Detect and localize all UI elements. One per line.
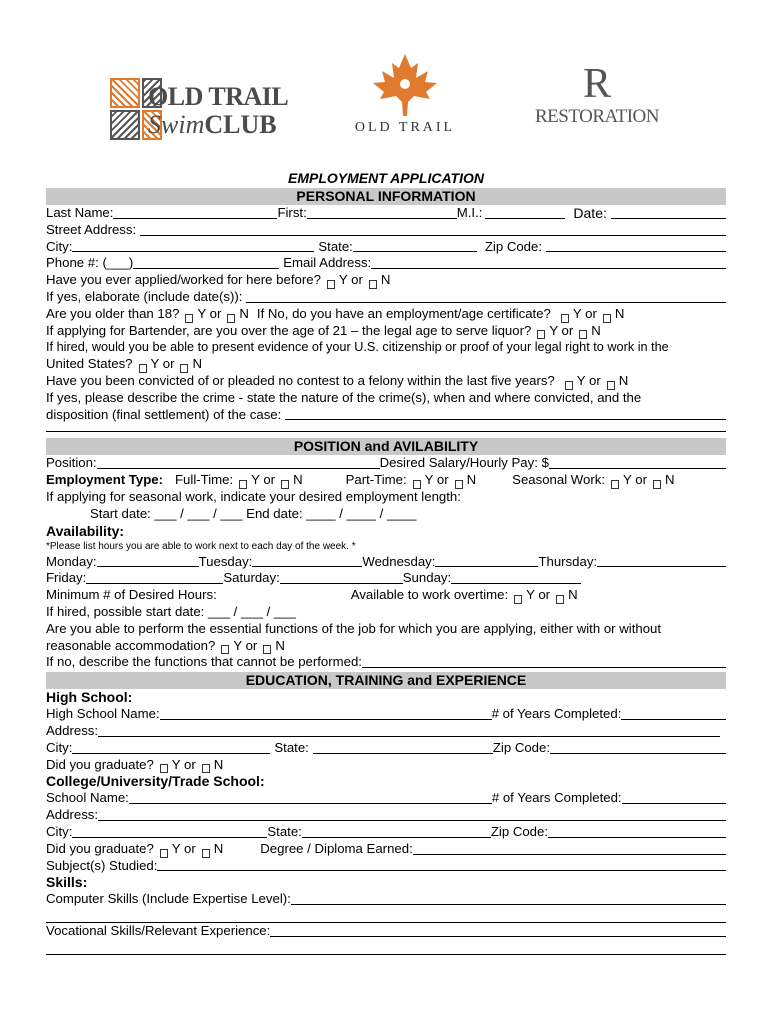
- functions-row: [46, 654, 726, 671]
- college-years-label: # of Years Completed:: [491, 790, 622, 806]
- overtime-yes-checkbox[interactable]: [514, 595, 522, 604]
- city-field[interactable]: [72, 239, 314, 252]
- high-school-heading: High School:: [46, 689, 133, 706]
- no-label: N: [618, 372, 629, 388]
- yes-label: Y or: [623, 472, 647, 488]
- employment-type-row: [46, 472, 726, 489]
- date-field[interactable]: [611, 206, 726, 219]
- hs-years-field[interactable]: [621, 707, 726, 720]
- logo-line2: SwimCLUB: [148, 110, 277, 139]
- no-checkbox[interactable]: [180, 364, 188, 373]
- zip-label: Zip Code:: [484, 238, 543, 254]
- weekday-row-1: [46, 554, 726, 571]
- yes-label: Y or: [572, 305, 597, 321]
- yes-label: Y or: [424, 472, 449, 488]
- college-years-field[interactable]: [622, 791, 726, 804]
- hs-zip-label: Zip Code:: [492, 739, 551, 755]
- saturday-field[interactable]: [280, 571, 403, 584]
- section-header-education: EDUCATION, TRAINING and EXPERIENCE: [46, 672, 726, 689]
- email-label: Email Address:: [283, 255, 372, 271]
- elaborate-field[interactable]: [246, 290, 726, 303]
- hs-city-row: [46, 740, 726, 757]
- computer-skills-field-line[interactable]: [46, 908, 726, 923]
- no-label: N: [568, 587, 578, 603]
- city-row: [46, 239, 726, 256]
- yes-checkbox[interactable]: [139, 364, 147, 373]
- hs-name-field[interactable]: [160, 707, 492, 720]
- min-hours-row: [46, 587, 726, 604]
- seasonal-note-row: [46, 489, 726, 506]
- yes-label: Y or: [526, 587, 551, 603]
- phone-field[interactable]: [133, 256, 279, 269]
- hs-graduate-row: [46, 757, 726, 774]
- subjects-label: Subject(s) Studied:: [46, 857, 158, 873]
- yes-checkbox[interactable]: [561, 314, 569, 323]
- yes-label: Y or: [171, 756, 196, 772]
- degree-label: Degree / Diploma Earned:: [260, 840, 413, 856]
- middle-initial-field[interactable]: [485, 206, 565, 219]
- zip-field[interactable]: [546, 239, 726, 252]
- availability-heading: Availability:: [46, 522, 125, 539]
- computer-skills-field[interactable]: [291, 892, 726, 905]
- logo-tile-icon: [110, 78, 140, 108]
- hs-name-label: High School Name:: [46, 706, 160, 722]
- crime-row-1: [46, 390, 726, 407]
- no-checkbox[interactable]: [579, 330, 587, 339]
- no-label: N: [293, 472, 303, 488]
- bartender-row: [46, 323, 726, 340]
- position-row: [46, 455, 726, 472]
- phone-row: [46, 255, 726, 272]
- old-trail-swim-club-logo: [110, 72, 310, 142]
- applied-before-row: [46, 272, 726, 289]
- older18-row: [46, 306, 726, 323]
- possible-start-field[interactable]: If hired, possible start date: ___ / ___ / ___: [46, 603, 296, 619]
- vocational-row: [46, 923, 726, 940]
- part-time-label: Part-Time:: [345, 472, 407, 488]
- old-trail-logo-text: OLD TRAIL: [354, 120, 456, 135]
- sunday-field[interactable]: [451, 571, 581, 584]
- hs-years-label: # of Years Completed:: [491, 706, 622, 722]
- essential-label-cont: reasonable accommodation?: [46, 637, 216, 653]
- weekday-row-2: [46, 570, 726, 587]
- college-address-field[interactable]: [98, 808, 726, 821]
- full-time-label: Full-Time:: [175, 472, 234, 488]
- no-checkbox[interactable]: [227, 314, 235, 323]
- thursday-field[interactable]: [597, 554, 726, 567]
- monday-field[interactable]: [97, 554, 199, 567]
- citizenship-row-2: [46, 356, 726, 373]
- yes-label: Y or: [171, 840, 196, 856]
- no-label: N: [192, 356, 202, 372]
- felony-row: [46, 373, 726, 390]
- phone-label: Phone #: (___): [46, 255, 134, 271]
- yes-label: Y or: [233, 637, 258, 653]
- wednesday-field[interactable]: [435, 554, 538, 567]
- yes-label: Y or: [549, 322, 574, 338]
- applied-before-label: Have you ever applied/worked for here before?: [46, 272, 321, 288]
- crime-row-2: [46, 407, 726, 424]
- section-header-personal: PERSONAL INFORMATION: [46, 188, 726, 205]
- college-heading: College/University/Trade School:: [46, 773, 265, 790]
- part-time-no-checkbox[interactable]: [455, 480, 463, 489]
- college-city-row: [46, 824, 726, 841]
- college-city-label: City:: [46, 823, 73, 839]
- saturday-label: Saturday:: [223, 570, 280, 586]
- thursday-label: Thursday:: [538, 553, 598, 569]
- no-checkbox[interactable]: [607, 381, 615, 390]
- elaborate-label: If yes, elaborate (include date(s)):: [46, 288, 243, 304]
- restoration-logo: [532, 62, 662, 142]
- salary-field[interactable]: [549, 456, 726, 469]
- seasonal-label: Seasonal Work:: [512, 472, 606, 488]
- hs-name-row: [46, 706, 726, 723]
- essential-row-2: [46, 638, 726, 655]
- no-label: N: [239, 305, 249, 321]
- no-label: N: [275, 637, 285, 653]
- yes-label: Y or: [150, 356, 175, 372]
- essential-row-1: [46, 621, 726, 638]
- no-label: N: [614, 305, 625, 321]
- yes-checkbox[interactable]: [565, 381, 573, 390]
- last-name-field[interactable]: [113, 206, 277, 219]
- possible-start-row: [46, 604, 726, 621]
- email-field[interactable]: [371, 256, 726, 269]
- elaborate-row: [46, 289, 726, 306]
- hs-city-field[interactable]: [72, 741, 270, 754]
- felony-label: Have you been convicted of or pleaded no contest to a felony within the last five years?: [46, 372, 555, 388]
- school-name-field[interactable]: [129, 791, 492, 804]
- no-checkbox[interactable]: [263, 645, 271, 654]
- no-label: N: [466, 472, 477, 488]
- tuesday-field[interactable]: [252, 554, 362, 567]
- no-checkbox[interactable]: [369, 280, 377, 289]
- hs-graduate-label: Did you graduate?: [46, 756, 154, 772]
- computer-skills-row: [46, 891, 726, 908]
- logo-line1: OLD TRAIL: [148, 82, 289, 111]
- monday-label: Monday:: [46, 553, 97, 569]
- crime-field-line[interactable]: [46, 423, 726, 432]
- college-city-field[interactable]: [72, 825, 267, 838]
- first-name-label: First:: [277, 205, 307, 220]
- state-field[interactable]: [353, 239, 477, 252]
- no-label: N: [213, 756, 224, 772]
- hs-state-field[interactable]: [313, 741, 493, 754]
- crime-field[interactable]: [285, 407, 726, 420]
- subjects-field[interactable]: [157, 858, 726, 871]
- crime-label: If yes, please describe the crime - state the nature of the crime(s), when and where convicted, and the: [46, 389, 642, 405]
- part-time-yes-checkbox[interactable]: [413, 480, 421, 489]
- vocational-field[interactable]: [270, 924, 726, 937]
- position-field[interactable]: [97, 456, 380, 469]
- college-address-label: Address:: [46, 807, 99, 823]
- no-checkbox[interactable]: [202, 764, 210, 773]
- seasonal-note: If applying for seasonal work, indicate your desired employment length:: [46, 488, 461, 504]
- vocational-label: Vocational Skills/Relevant Experience:: [46, 923, 271, 939]
- functions-label: If no, describe the functions that cannot be performed:: [46, 654, 362, 670]
- no-checkbox[interactable]: [202, 849, 210, 858]
- hs-zip-field[interactable]: [550, 741, 726, 754]
- first-name-field[interactable]: [307, 206, 457, 219]
- hs-state-label: State:: [274, 739, 309, 755]
- form-title: EMPLOYMENT APPLICATION: [288, 170, 484, 186]
- salary-label: Desired Salary/Hourly Pay: $: [379, 455, 549, 471]
- sunday-label: Sunday:: [402, 570, 452, 586]
- overtime-label: Available to work overtime:: [350, 587, 509, 603]
- restoration-logo-text: RESTORATION: [535, 106, 659, 127]
- employment-application-form: [46, 170, 726, 955]
- citizenship-label-cont: United States?: [46, 356, 133, 372]
- hs-address-row: [46, 723, 726, 740]
- no-label: N: [213, 840, 224, 856]
- subjects-row: [46, 858, 726, 875]
- maple-leaf-icon: [370, 52, 440, 118]
- college-address-row: [46, 807, 726, 824]
- seasonal-no-checkbox[interactable]: [653, 480, 661, 489]
- yes-label: Y or: [251, 472, 276, 488]
- yes-checkbox[interactable]: [160, 764, 168, 773]
- functions-field[interactable]: [362, 655, 726, 668]
- street-label: Street Address:: [46, 221, 137, 237]
- yes-checkbox[interactable]: [537, 330, 545, 339]
- street-field[interactable]: [140, 223, 726, 236]
- name-row: [46, 205, 726, 222]
- full-time-yes-checkbox[interactable]: [239, 480, 247, 489]
- college-state-field[interactable]: [302, 825, 491, 838]
- friday-field[interactable]: [86, 571, 223, 584]
- no-label: N: [664, 472, 675, 488]
- yes-label: Y or: [338, 272, 363, 288]
- no-checkbox[interactable]: [603, 314, 611, 323]
- old-trail-logo: [335, 52, 475, 137]
- vocational-field-line[interactable]: [46, 940, 726, 955]
- degree-field[interactable]: [413, 842, 726, 855]
- hs-address-field[interactable]: [98, 724, 720, 737]
- restoration-monogram: R: [582, 61, 611, 107]
- school-name-label: School Name:: [46, 790, 129, 806]
- section-header-position: POSITION and AVILABILITY: [46, 438, 726, 455]
- older18-label: Are you older than 18?: [46, 305, 180, 321]
- tuesday-label: Tuesday:: [198, 553, 253, 569]
- start-end-row: [46, 506, 726, 523]
- skills-heading: Skills:: [46, 874, 88, 891]
- street-row: [46, 222, 726, 239]
- computer-skills-label: Computer Skills (Include Expertise Level):: [46, 891, 291, 907]
- employment-type-label: Employment Type:: [46, 472, 163, 488]
- yes-label: Y or: [576, 372, 601, 388]
- overtime-no-checkbox[interactable]: [556, 595, 564, 604]
- age-certificate-label: If No, do you have an employment/age certificate?: [256, 305, 551, 321]
- college-zip-label: Zip Code:: [490, 823, 549, 839]
- last-name-label: Last Name:: [46, 205, 114, 220]
- date-label: Date:: [573, 205, 607, 221]
- middle-initial-label: M.I.:: [456, 205, 483, 220]
- logo-tile-icon: [110, 110, 140, 140]
- college-zip-field[interactable]: [548, 825, 726, 838]
- yes-checkbox[interactable]: [327, 280, 335, 289]
- crime-label-cont: disposition (final settlement) of the case:: [46, 406, 282, 422]
- college-graduate-label: Did you graduate?: [46, 840, 154, 856]
- college-graduate-row: [46, 841, 726, 858]
- start-end-date-field[interactable]: Start date: ___ / ___ / ___ End date: ____ / ____ / ____: [90, 505, 417, 521]
- yes-checkbox[interactable]: [221, 645, 229, 654]
- yes-label: Y or: [197, 305, 222, 321]
- citizenship-row-1: [46, 339, 726, 356]
- no-label: N: [591, 322, 601, 338]
- yes-checkbox[interactable]: [185, 314, 193, 323]
- city-label: City:: [46, 238, 73, 254]
- school-name-row: [46, 790, 726, 807]
- position-label: Position:: [46, 455, 97, 471]
- bartender-label: If applying for Bartender, are you over the age of 21 – the legal age to serve liquor?: [46, 322, 532, 338]
- hs-city-label: City:: [46, 739, 73, 755]
- wednesday-label: Wednesday:: [362, 553, 436, 569]
- no-label: N: [380, 272, 391, 288]
- college-state-label: State:: [267, 823, 302, 839]
- logo-banner: [0, 0, 770, 150]
- hs-address-label: Address:: [46, 722, 99, 738]
- seasonal-yes-checkbox[interactable]: [611, 480, 619, 489]
- yes-checkbox[interactable]: [160, 849, 168, 858]
- hours-note: *Please list hours you are able to work next to each day of the week. *: [46, 540, 356, 552]
- state-label: State:: [318, 238, 353, 254]
- citizenship-label: If hired, would you be able to present evidence of your U.S. citizenship or proof of your legal right to work in the: [46, 340, 669, 355]
- full-time-no-checkbox[interactable]: [281, 480, 289, 489]
- friday-label: Friday:: [46, 570, 87, 586]
- min-hours-label: Minimum # of Desired Hours:: [46, 587, 217, 603]
- essential-label: Are you able to perform the essential functions of the job for which you are applying, either with or without: [46, 620, 662, 636]
